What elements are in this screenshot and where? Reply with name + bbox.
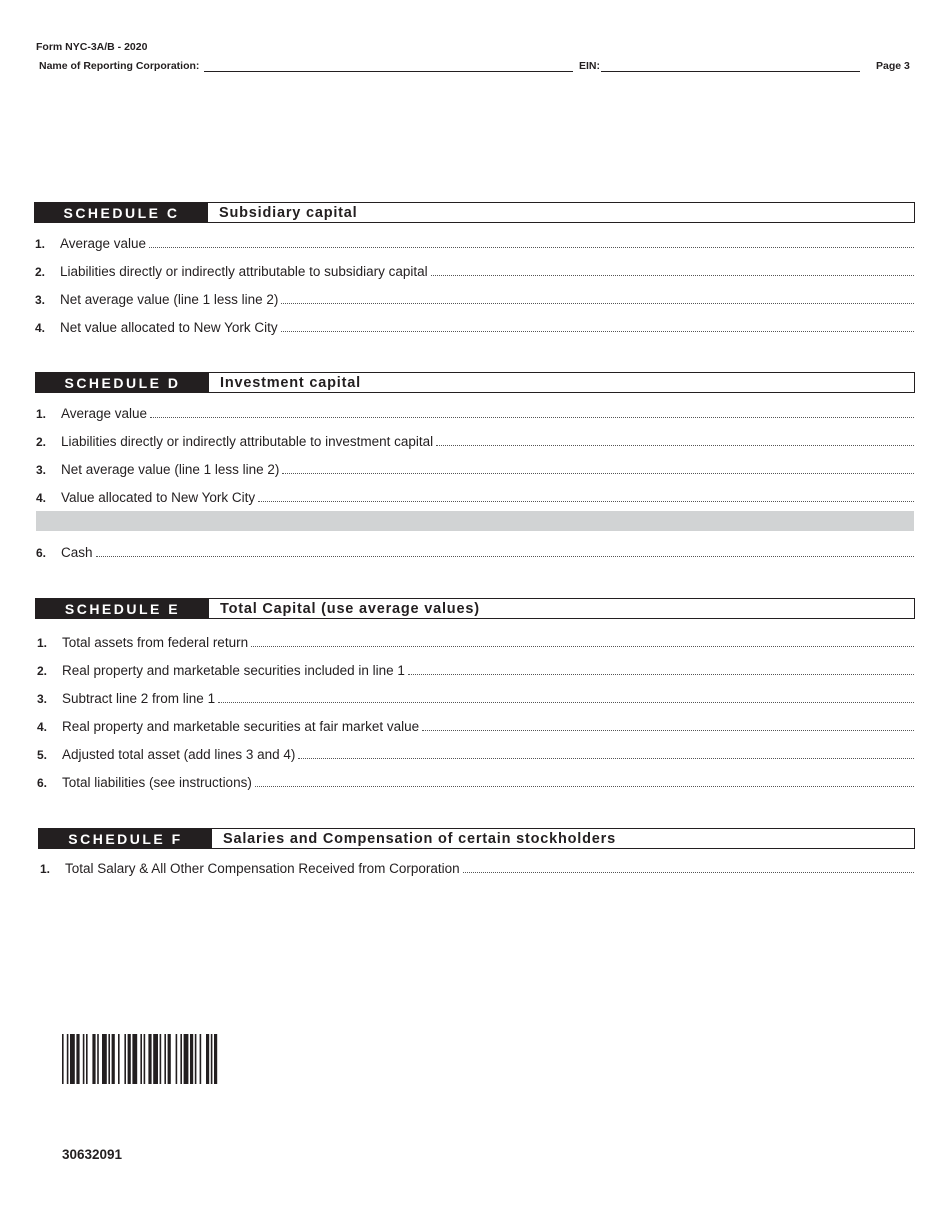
schedule-d-line-6[interactable] <box>36 544 914 560</box>
line-number: 4. <box>37 720 48 734</box>
dot-leader <box>258 501 914 502</box>
schedule-c-title: Subsidiary capital <box>219 204 358 221</box>
line-number: 5. <box>37 748 48 762</box>
schedule-e-line-4[interactable] <box>37 718 914 734</box>
page-number: Page 3 <box>876 60 910 72</box>
line-label: Total liabilities (see instructions) <box>62 775 252 790</box>
schedule-c-line-4[interactable] <box>35 319 914 335</box>
schedule-c-line-1[interactable] <box>35 235 914 251</box>
dot-leader <box>281 331 914 332</box>
line-label: Liabilities directly or indirectly attributable to subsidiary capital <box>60 264 428 279</box>
line-label: Adjusted total asset (add lines 3 and 4) <box>62 747 296 762</box>
line-number: 3. <box>36 463 47 477</box>
line-number: 2. <box>35 265 46 279</box>
dot-leader <box>149 247 914 248</box>
schedule-c-line-2[interactable] <box>35 263 914 279</box>
line-label: Net average value (line 1 less line 2) <box>60 292 279 307</box>
line-label: Value allocated to New York City <box>61 490 256 505</box>
schedule-f-tag: SCHEDULE F <box>39 829 212 848</box>
schedule-c-header <box>34 202 915 223</box>
dot-leader <box>408 674 914 675</box>
dot-leader <box>422 730 914 731</box>
form-identifier: Form NYC-3A/B - 2020 <box>36 41 148 53</box>
dot-leader <box>251 646 914 647</box>
line-label: Average value <box>60 236 147 251</box>
schedule-f-header <box>38 828 915 849</box>
dot-leader <box>255 786 914 787</box>
line-number: 1. <box>35 237 46 251</box>
schedule-e-line-5[interactable] <box>37 746 914 762</box>
schedule-d-line-4[interactable] <box>36 489 914 505</box>
line-label: Liabilities directly or indirectly attributable to investment capital <box>61 434 434 449</box>
schedule-e-line-6[interactable] <box>37 774 914 790</box>
shaded-row <box>36 511 914 531</box>
dot-leader <box>96 556 914 557</box>
schedule-d-line-1[interactable] <box>36 405 914 421</box>
line-label: Total Salary & All Other Compensation Received from Corporation <box>65 861 460 876</box>
dot-leader <box>436 445 914 446</box>
name-label: Name of Reporting Corporation: <box>39 60 200 72</box>
schedule-f-title: Salaries and Compensation of certain stockholders <box>223 830 616 847</box>
line-number: 1. <box>36 407 47 421</box>
line-label: Net average value (line 1 less line 2) <box>61 462 280 477</box>
line-number: 3. <box>35 293 46 307</box>
schedule-e-line-1[interactable] <box>37 634 914 650</box>
schedule-d-title: Investment capital <box>220 374 361 391</box>
line-label: Total assets from federal return <box>62 635 249 650</box>
schedule-d-header <box>35 372 915 393</box>
dot-leader <box>281 303 914 304</box>
dot-leader <box>298 758 914 759</box>
schedule-e-line-2[interactable] <box>37 662 914 678</box>
schedule-e-line-3[interactable] <box>37 690 914 706</box>
schedule-d-line-3[interactable] <box>36 461 914 477</box>
line-label: Net value allocated to New York City <box>60 320 278 335</box>
line-number: 1. <box>37 636 48 650</box>
line-number: 3. <box>37 692 48 706</box>
schedule-d-tag: SCHEDULE D <box>36 373 209 392</box>
schedule-e-title: Total Capital (use average values) <box>220 600 480 617</box>
dot-leader <box>218 702 914 703</box>
line-label: Real property and marketable securities at fair market value <box>62 719 420 734</box>
line-number: 2. <box>37 664 48 678</box>
dot-leader <box>463 872 914 873</box>
line-number: 1. <box>40 862 51 876</box>
schedule-f-line-1[interactable] <box>40 860 914 876</box>
line-number: 2. <box>36 435 47 449</box>
line-number: 6. <box>37 776 48 790</box>
line-number: 4. <box>35 321 46 335</box>
schedule-c-line-3[interactable] <box>35 291 914 307</box>
schedule-e-tag: SCHEDULE E <box>36 599 209 618</box>
schedule-c-tag: SCHEDULE C <box>35 203 208 222</box>
line-number: 6. <box>36 546 47 560</box>
form-number: 30632091 <box>62 1147 123 1162</box>
barcode-icon <box>62 1034 274 1084</box>
schedule-e-header <box>35 598 915 619</box>
line-label: Subtract line 2 from line 1 <box>62 691 216 706</box>
line-label: Average value <box>61 406 148 421</box>
name-field[interactable] <box>204 71 573 72</box>
schedule-d-line-2[interactable] <box>36 433 914 449</box>
ein-label: EIN: <box>579 60 600 72</box>
line-number: 4. <box>36 491 47 505</box>
line-label: Cash <box>61 545 93 560</box>
line-label: Real property and marketable securities included in line 1 <box>62 663 405 678</box>
dot-leader <box>150 417 914 418</box>
dot-leader <box>282 473 914 474</box>
dot-leader <box>431 275 914 276</box>
ein-field[interactable] <box>601 71 860 72</box>
